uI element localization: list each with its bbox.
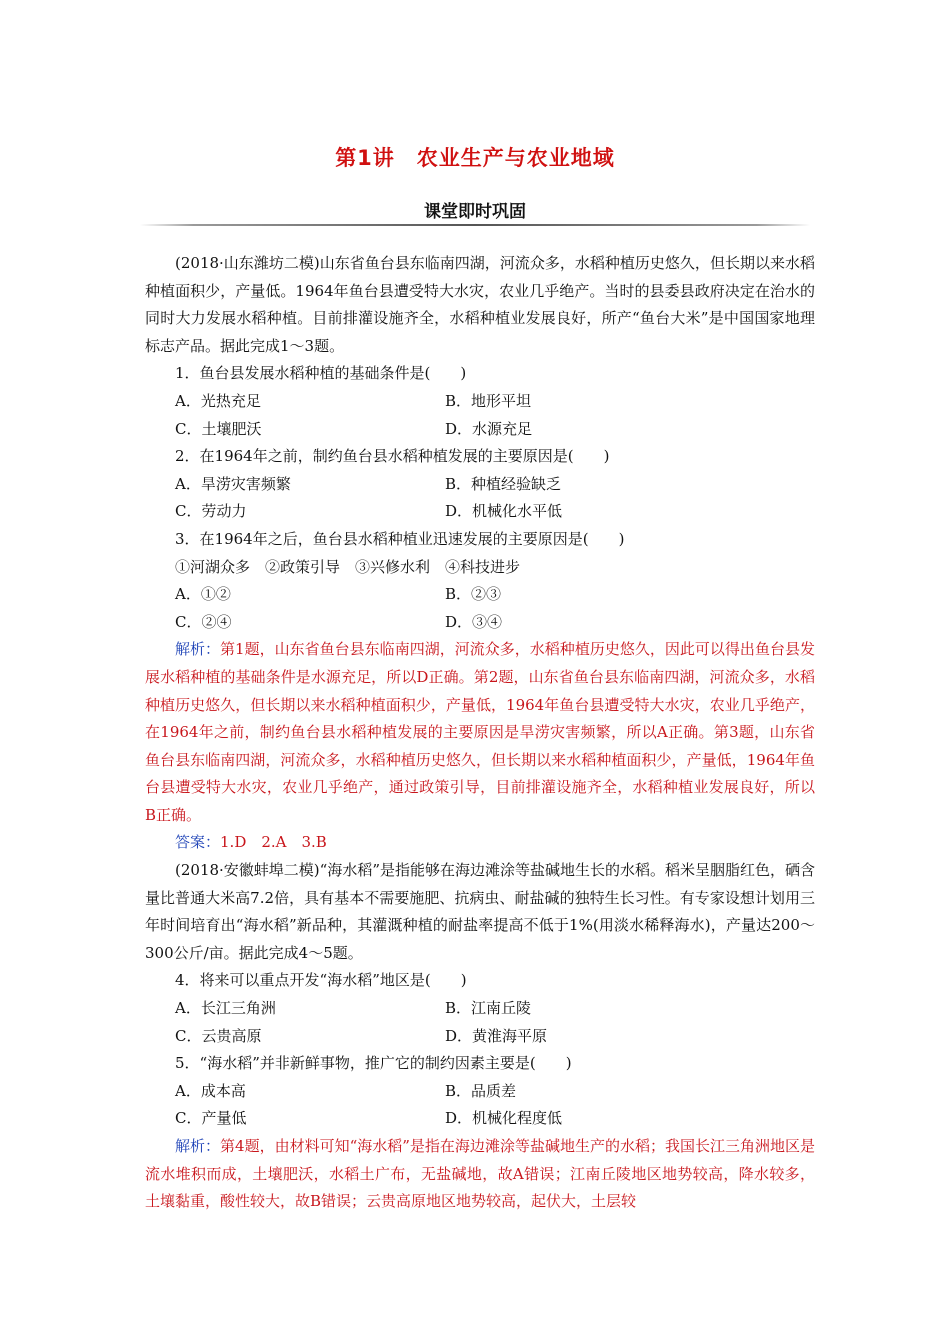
- option-a: A．成本高: [175, 1081, 246, 1100]
- analysis-text: 第4题，由材料可知“海水稻”是指在海边滩涂等盐碱地生产的水稻；我国长江三角洲地区是流水堆积而成，土壤肥沃，水稻土广布，无盐碱地，故A错误；江南丘陵地区地势较高，降水较多，土壤黏重，酸性较大，故B错误；云贵高原地区地势较高，起伏大，土层较: [145, 1137, 815, 1211]
- question-4-options-ab: [145, 995, 815, 1023]
- option-a: A．①②: [175, 585, 231, 604]
- option-b: B．②③: [445, 585, 502, 604]
- question-1-stem: 1．鱼台县发展水稻种植的基础条件是( ): [175, 364, 467, 383]
- option-d: D．机械化程度低: [445, 1109, 563, 1128]
- analysis-1: [145, 636, 815, 829]
- analysis-label: 解析：: [175, 640, 221, 659]
- option-a: A．长江三角洲: [175, 999, 276, 1018]
- option-b: B．江南丘陵: [445, 999, 532, 1018]
- option-d: D．③④: [445, 612, 503, 631]
- question-5-options-ab: [145, 1078, 815, 1106]
- analysis-label: 解析：: [175, 1137, 221, 1155]
- option-c: C．产量低: [175, 1109, 247, 1128]
- question-2-stem: 2．在1964年之前，制约鱼台县水稻种植发展的主要原因是( ): [175, 447, 610, 466]
- option-c: C．劳动力: [175, 502, 247, 521]
- option-c: C．土壤肥沃: [175, 419, 262, 438]
- option-b: B．地形平坦: [445, 391, 532, 410]
- question-1-options-ab: [145, 388, 815, 416]
- analysis-text: 第1题，山东省鱼台县东临南四湖，河流众多，水稻种植历史悠久，因此可以得出鱼台县发展水稻种植的基础条件是水源充足，所以D正确。第2题，山东省鱼台县东临南四湖，河流众多，水稻种植历史悠久，但长期以来水稻种植面积少，产量低，1964年鱼台县遭受特大水灾，农业几乎绝产，在1964年之前，制约鱼台县水稻种植发展的主要原因是旱涝灾害频繁，所以A正确。第3题，山东省鱼台县东临南四湖，河流众多，水稻种植历史悠久，但长期以来水稻种植面积少，产量低，1964年鱼台县遭受特大水灾，农业几乎绝产，通过政策引导，目前排灌设施齐全，水稻种植业发展良好，所以B正确。: [145, 640, 815, 824]
- section-divider: [140, 224, 810, 226]
- option-d: D．黄淮海平原: [445, 1026, 548, 1045]
- question-4-stem: 4．将来可以重点开发“海水稻”地区是( ): [175, 971, 467, 990]
- question-2-options-ab: [145, 471, 815, 499]
- question-3-stem: 3．在1964年之后，鱼台县水稻种植业迅速发展的主要原因是( ): [175, 529, 625, 548]
- question-3-options-ab: [145, 581, 815, 609]
- option-c: C．云贵高原: [175, 1026, 262, 1045]
- question-5-options-cd: [145, 1105, 815, 1133]
- passage-1: (2018·山东潍坊二模)山东省鱼台县东临南四湖，河流众多，水稻种植历史悠久，但长期以来水稻种植面积少，产量低。1964年鱼台县遭受特大水灾，农业几乎绝产。当时的县委县政府决定在治水的同时大力发展水稻种植。目前排灌设施齐全，水稻种植业发展良好，所产“鱼台大米”是中国国家地理标志产品。据此完成1～3题。: [145, 254, 815, 355]
- section-header: [140, 200, 810, 228]
- section-label: 课堂即时巩固: [410, 200, 540, 224]
- answer-label: 答案：: [175, 833, 221, 852]
- question-5-stem: 5．“海水稻”并非新鲜事物，推广它的制约因素主要是( ): [175, 1054, 572, 1073]
- option-b: B．品质差: [445, 1081, 517, 1100]
- answer-1: [145, 829, 815, 857]
- question-3-items: ①河湖众多 ②政策引导 ③兴修水利 ④科技进步: [175, 557, 521, 576]
- option-d: D．水源充足: [445, 419, 533, 438]
- analysis-2: [145, 1133, 815, 1216]
- option-c: C．②④: [175, 612, 232, 631]
- passage-2: (2018·安徽蚌埠二模)“海水稻”是指能够在海边滩涂等盐碱地生长的水稻。稻米呈胭脂红色，硒含量比普通大米高7.2倍，具有基本不需要施肥、抗病虫、耐盐碱的独特生长习性。有专家设想计划用三年时间培育出“海水稻”新品种，其灌溉种植的耐盐率提高不低于1%(用淡水稀释海水)，产量达200～300公斤/亩。据此完成4～5题。: [145, 861, 815, 962]
- question-1-options-cd: [145, 416, 815, 444]
- option-a: A．光热充足: [175, 391, 261, 410]
- option-b: B．种植经验缺乏: [445, 474, 562, 493]
- question-3-options-cd: [145, 609, 815, 637]
- document-body: [145, 250, 815, 1216]
- answer-text: 1.D 2.A 3.B: [220, 833, 327, 852]
- page-title: 第1讲 农业生产与农业地域: [335, 146, 615, 170]
- question-2-options-cd: [145, 498, 815, 526]
- option-a: A．旱涝灾害频繁: [175, 474, 291, 493]
- option-d: D．机械化水平低: [445, 502, 563, 521]
- question-4-options-cd: [145, 1023, 815, 1051]
